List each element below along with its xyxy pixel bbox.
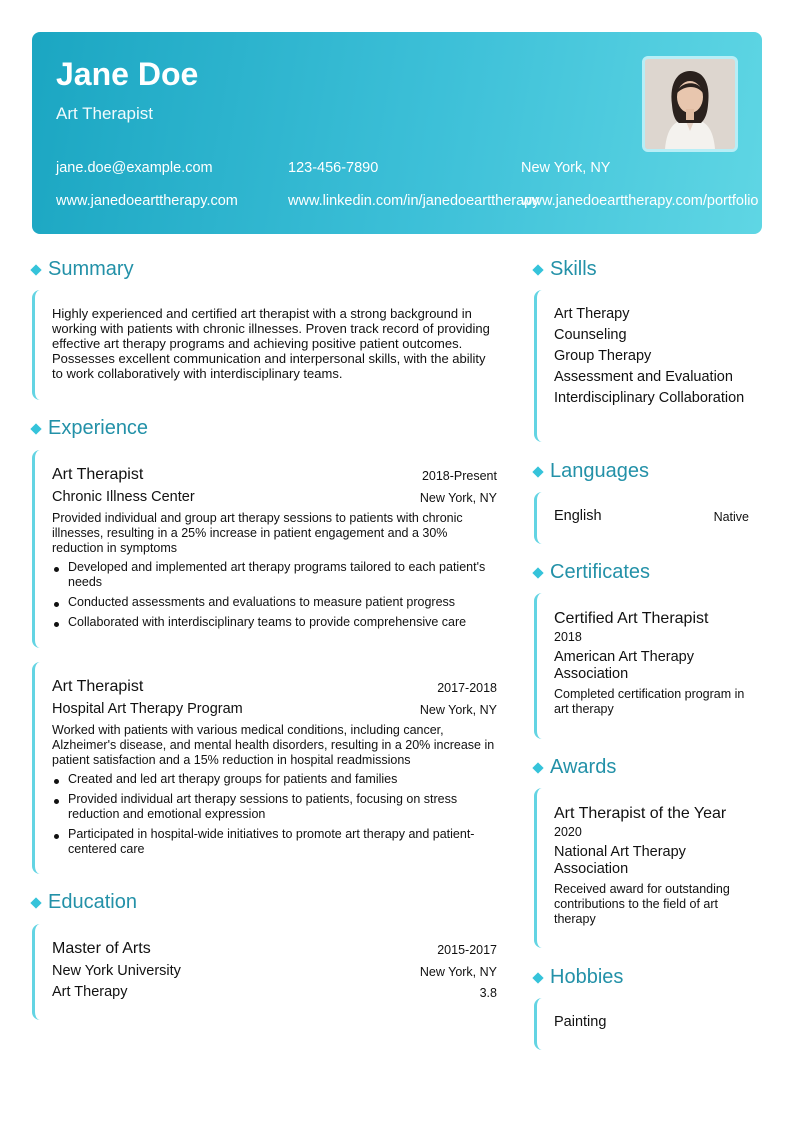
job-bullets: [52, 772, 487, 862]
skills-block: [534, 290, 765, 442]
list-item: Assessment and Evaluation: [554, 369, 733, 385]
hobbies-diamond-icon: [532, 972, 543, 983]
certificates-diamond-icon: [532, 567, 543, 578]
resume-header: [32, 32, 762, 234]
job-location: New York, NY: [419, 703, 497, 717]
list-item: Provided individual art therapy sessions to patients, focusing on stress reduction and emotional expression: [52, 792, 487, 822]
awards-block: [534, 788, 765, 948]
contact-location: New York, NY: [521, 160, 611, 176]
award-name: Art Therapist of the Year: [554, 805, 727, 822]
contact-website[interactable]: www.janedoearttherapy.com: [56, 193, 238, 209]
certificate-name: Certified Art Therapist: [554, 610, 709, 627]
hobbies-block: [534, 998, 765, 1050]
list-item: Counseling: [554, 327, 627, 343]
skills-diamond-icon: [532, 264, 543, 275]
list-item: Group Therapy: [554, 348, 652, 364]
awards-heading: Awards: [550, 756, 617, 778]
certificate-description: Completed certification program in art therapy: [554, 687, 745, 716]
job-bullets: [52, 560, 487, 635]
education-gpa: 3.8: [479, 986, 497, 1000]
hobbies-heading: Hobbies: [550, 966, 624, 988]
education-location: New York, NY: [419, 965, 497, 979]
job-location: New York, NY: [419, 491, 497, 505]
summary-block: [32, 290, 497, 400]
language-name: English: [554, 508, 602, 524]
job-organization: Chronic Illness Center: [52, 489, 195, 505]
contact-email[interactable]: jane.doe@example.com: [56, 160, 213, 176]
certificates-block: [534, 593, 765, 739]
skills-heading: Skills: [550, 258, 597, 280]
awards-diamond-icon: [532, 762, 543, 773]
languages-heading: Languages: [550, 460, 649, 482]
job-organization: Hospital Art Therapy Program: [52, 701, 243, 717]
certificates-heading: Certificates: [550, 561, 651, 583]
candidate-name: Jane Doe: [56, 56, 199, 92]
list-item: Conducted assessments and evaluations to measure patient progress: [52, 595, 487, 610]
certificate-issuer: American Art Therapy Association: [554, 649, 694, 682]
education-dates: 2015-2017: [437, 943, 497, 957]
summary-diamond-icon: [30, 264, 41, 275]
skills-list: [554, 306, 754, 411]
candidate-title: Art Therapist: [56, 104, 154, 123]
job-title: Art Therapist: [52, 466, 144, 483]
award-year: 2020: [554, 825, 582, 839]
job-dates: 2018-Present: [421, 469, 497, 483]
certificate-entry: [554, 609, 754, 717]
education-field: Art Therapy: [52, 984, 128, 1000]
experience-job-1: [32, 450, 497, 648]
award-issuer: National Art Therapy Association: [554, 844, 686, 877]
certificate-year: 2018: [554, 630, 582, 644]
job-description: Worked with patients with various medical conditions, including cancer, Alzheimer's disease, and mental health disorders, resulting in a 20% increase in patient satisfaction and a 15% reduction in hospital readmissions: [52, 723, 495, 767]
languages-block: [534, 492, 749, 544]
education-diamond-icon: [30, 897, 41, 908]
summary-heading: Summary: [48, 258, 134, 280]
list-item: Art Therapy: [554, 306, 630, 322]
summary-text: Highly experienced and certified art therapist with a strong background in working with patients with chronic illnesses. Proven track record of providing effective art therapy programs and achieving positive patient outcomes. Possesses excellent communication and interpersonal skills, with the ability to work collaboratively with interdisciplinary teams.: [52, 306, 490, 381]
education-block: [32, 924, 497, 1020]
contact-portfolio[interactable]: www.janedoearttherapy.com/portfolio: [521, 193, 759, 209]
experience-heading: Experience: [48, 417, 149, 439]
award-description: Received award for outstanding contributions to the field of art therapy: [554, 882, 730, 926]
profile-photo: [642, 56, 738, 152]
education-heading: Education: [48, 891, 137, 913]
list-item: Painting: [554, 1014, 607, 1030]
award-entry: [554, 804, 754, 927]
list-item: Participated in hospital-wide initiatives to promote art therapy and patient-centered care: [52, 827, 487, 857]
job-description: Provided individual and group art therapy sessions to patients with chronic illnesses, resulting in a 25% increase in patient engagement and a 30% reduction in symptoms: [52, 511, 463, 555]
list-item: Interdisciplinary Collaboration: [554, 390, 745, 406]
language-level: Native: [713, 510, 749, 524]
list-item: Developed and implemented art therapy programs tailored to each patient's needs: [52, 560, 487, 590]
experience-diamond-icon: [30, 423, 41, 434]
contact-linkedin[interactable]: www.linkedin.com/in/janedoearttherapy: [288, 193, 540, 209]
education-school: New York University: [52, 963, 181, 979]
contact-phone[interactable]: 123-456-7890: [288, 160, 379, 176]
list-item: Collaborated with interdisciplinary teams to provide comprehensive care: [52, 615, 487, 630]
list-item: Created and led art therapy groups for patients and families: [52, 772, 487, 787]
experience-job-2: [32, 662, 497, 874]
languages-diamond-icon: [532, 466, 543, 477]
job-dates: 2017-2018: [437, 681, 497, 695]
education-degree: Master of Arts: [52, 940, 151, 957]
job-title: Art Therapist: [52, 678, 144, 695]
